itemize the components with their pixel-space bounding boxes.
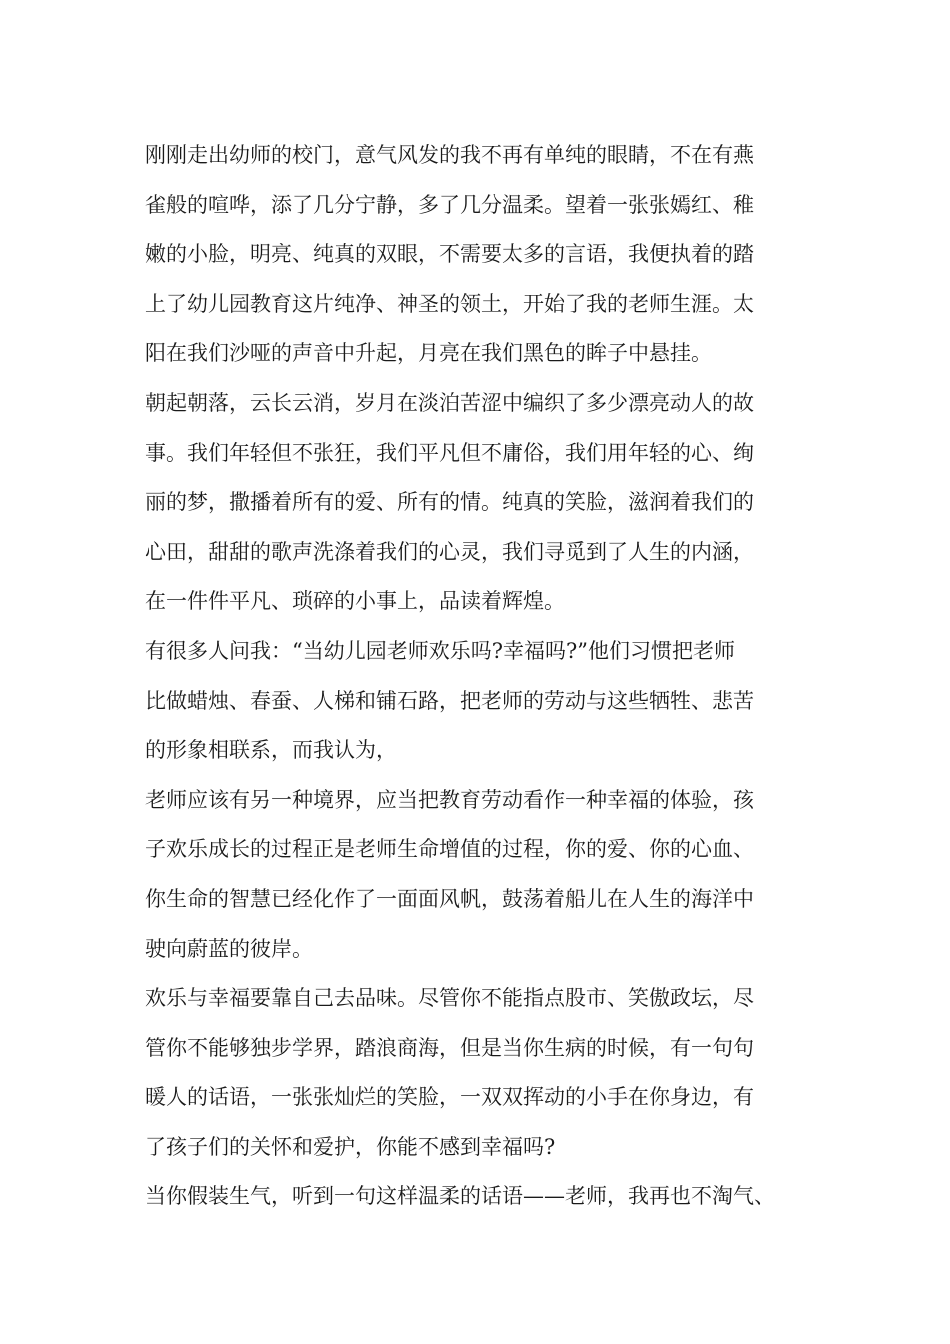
text-line: 上了幼儿园教育这片纯净、神圣的领土，开始了我的老师生涯。太 (145, 291, 754, 316)
text-line: 欢乐与幸福要靠自己去品味。尽管你不能指点股市、笑傲政坛，尽 (145, 986, 754, 1011)
text-line: 驶向蔚蓝的彼岸。 (145, 936, 313, 961)
text-line: 有很多人问我：“当幼儿园老师欢乐吗?幸福吗?”他们习惯把老师 (145, 638, 735, 663)
text-line: 管你不能够独步学界，踏浪商海，但是当你生病的时候，有一句句 (145, 1035, 754, 1060)
text-line: 嫩的小脸，明亮、纯真的双眼，不需要太多的言语，我便执着的踏 (145, 242, 754, 267)
text-line: 丽的梦，撒播着所有的爱、所有的情。纯真的笑脸，滋润着我们的 (145, 490, 754, 515)
text-line: 的形象相联系，而我认为， (145, 738, 397, 763)
text-line: 暖人的话语，一张张灿烂的笑脸，一双双挥动的小手在你身边，有 (145, 1085, 754, 1110)
text-line: 当你假装生气，听到一句这样温柔的话语——老师，我再也不淘气、 (145, 1184, 775, 1209)
text-line: 事。我们年轻但不张狂，我们平凡但不庸俗，我们用年轻的心、绚 (145, 440, 754, 465)
text-line: 你生命的智慧已经化作了一面面风帆，鼓荡着船儿在人生的海洋中 (145, 886, 754, 911)
text-line: 比做蜡烛、春蚕、人梯和铺石路，把老师的劳动与这些牺牲、悲苦 (145, 688, 754, 713)
text-line: 阳在我们沙哑的声音中升起，月亮在我们黑色的眸子中悬挂。 (145, 341, 712, 366)
text-line: 了孩子们的关怀和爱护，你能不感到幸福吗? (145, 1134, 556, 1159)
text-line: 雀般的喧哗，添了几分宁静，多了几分温柔。望着一张张嫣红、稚 (145, 192, 754, 217)
essay-body (145, 131, 835, 1222)
text-line: 在一件件平凡、琐碎的小事上，品读着辉煌。 (145, 589, 565, 614)
text-line: 子欢乐成长的过程正是老师生命增值的过程，你的爱、你的心血、 (145, 837, 754, 862)
text-line: 老师应该有另一种境界，应当把教育劳动看作一种幸福的体验，孩 (145, 787, 754, 812)
text-line: 朝起朝落，云长云消，岁月在淡泊苦涩中编织了多少漂亮动人的故 (145, 390, 754, 415)
text-line: 心田，甜甜的歌声洗涤着我们的心灵，我们寻觅到了人生的内涵， (145, 539, 754, 564)
text-line: 刚刚走出幼师的校门，意气风发的我不再有单纯的眼睛，不在有燕 (145, 143, 754, 167)
